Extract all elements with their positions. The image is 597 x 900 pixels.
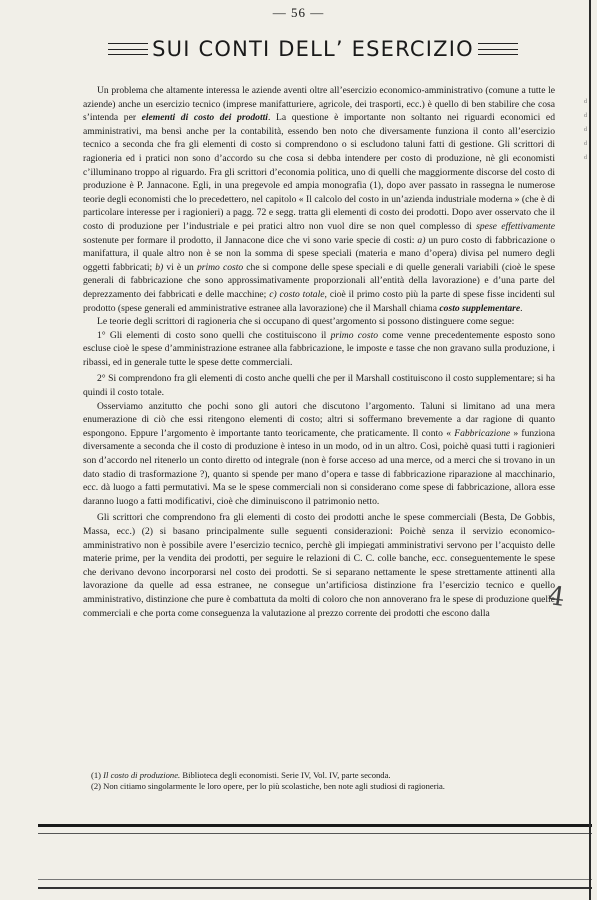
text-run: » funziona diversamente a seconda che il costo di produzione è inteso in un modo, od in un altro. Così, poichè quasi tutti i ragionieri son d’accordo nel ritenerlo un conto diretto od integrale (non è forse acceso ad una merce, od a merci che si trovano in un dato stadio di trasformazione ?), quanto si spende per mano d’opera e tasse di fabbricazione riparazione al macchinario, ecc. dà luogo a fatti permutativi. Ma se le spese commerciali non si considerano come spese di fabbricazione, allora esse daranno luogo a fatti modificativi, cioè che diminuiscono il patrimonio netto. (83, 427, 555, 507)
emphasis: b) (155, 261, 164, 273)
scan-bottom-frame (38, 824, 592, 889)
text-run: un puro costo di fabbricazione o manifattura, il quale altro non è se non la somma di spese speciali (materia e mano d’opera) divisa pel numero degli oggetti fabbricati; (83, 234, 555, 273)
text-run: Osserviamo anzitutto che pochi sono gli autori che discutono l’argomento. Taluni si limitano ad una mera enumerazione di ciò che essi ritengono elementi di costo; altri si soffermano brevemente a dar ragione di quanto espongono. Eppure l’argomento è importante tanto teoricamente, che praticamente. Il conto « (83, 400, 555, 439)
footnote-1 (83, 770, 555, 781)
emphasis: costo supplementare (439, 302, 521, 314)
margin-note: d (584, 127, 587, 133)
emphasis: elementi di costo dei prodotti (141, 112, 268, 124)
footnote-2: (2) Non citiamo singolarmente le loro opere, per lo più scolastiche, ben note agli studiosi di ragioneria. (91, 781, 445, 791)
frame-line (38, 879, 592, 880)
page-title: SUI CONTI DELL’ ESERCIZIO (152, 37, 474, 61)
text-run: Un problema che altamente interessa le aziende aventi oltre all’esercizio economico-amministrativo (comune a tutte le aziende) anche un esercizio tecnico (imprese manifatturiere, agricole, dei trasporti, ecc.) è quello di ben stabilire che cosa s’intenda per (83, 85, 555, 124)
paragraph-4: 2° Si comprendono fra gli elementi di costo anche quelli che per il Marshall costituiscono il costo supplementare; si ha quindi il costo totale. (83, 373, 555, 399)
margin-note: d (584, 155, 587, 161)
page-spine-edge (589, 0, 591, 900)
title-row (108, 36, 518, 62)
emphasis: c) (269, 288, 277, 300)
pencil-mark: 4 (545, 580, 567, 614)
title-rule-right (478, 43, 518, 55)
margin-note: d (584, 99, 587, 105)
title-rule-left (108, 43, 148, 55)
emphasis: Fabbricazione (454, 427, 511, 439)
text-run: sostenute per formare il prodotto, il Jannacone dice che vi sono varie specie di costi: (83, 234, 418, 246)
emphasis: primo costo (196, 261, 244, 273)
body-text (83, 84, 555, 620)
text-run: (1) (91, 770, 104, 780)
text-run: vi è un (163, 261, 197, 273)
margin-note: d (584, 141, 587, 147)
margin-note: d (584, 113, 587, 119)
emphasis: Il costo di produzione. (103, 770, 181, 780)
text-run: come venne precedentemente esposto sono escluse cioè le spese d’amministrazione estranee alla fabbricazione, le imposte e tasse che non gravano sulla produzione, i ribassi, ed in generale tutte le spese dette commerciali. (83, 329, 555, 368)
paragraph-5 (83, 400, 555, 509)
text-run: che si compone delle spese speciali e di quelle generali variabili (cioè le spese generali di fabbricazione che sono approssimativamente proporzionali all’entità della lavorazione) e d’una parte del deprezzamento dei fabbricati e delle macchine; (83, 261, 555, 300)
frame-line (38, 833, 592, 834)
emphasis: a) (417, 234, 426, 246)
emphasis: primo costo (330, 329, 379, 341)
text-run: , cioè il primo costo più la parte di spese fisse incidenti sul prodotto (spese generali ed amministrative estranee alla lavorazione) che il Marshall chiama (83, 288, 556, 314)
text-run: . La questione è importante non soltanto nei riguardi economici ed amministrativi, ma bensì anche per la contabilità, essendo ben noto che diversamente funziona il conto all’esercizio tecnico a seconda che fra gli elementi di costo si comprendono o si escludono taluni fatti di gestione. Gli scrittori di ragioneria ed i pratici non sono d’accordo su che cosa si debba intendere per costo di produzione, nè gli economisti c’illuminano troppo al riguardo. Fra gli scrittori d’economia politica, uno di quelli che maggiormente discorse del costo di produzione è P. Jannacone. Egli, in una pregevole ed ampia monografia (1), dopo aver passato in rassegna le numerose teorie degli economisti che lo precedettero, nel capitolo « Il calcolo del costo in un’azienda industriale moderna » (che è di particolare interesse per i ragionieri) a pagg. 72 e segg. tratta gli elementi di costo dei prodotti. Dopo aver osservato che il costo di produzione per l’industriale e pei pratici altro non vuol dire se non quel complesso di (83, 112, 555, 232)
emphasis: spese effettivamente (476, 220, 555, 232)
text-run: 1° Gli elementi di costo sono quelli che costituiscono il (97, 329, 331, 341)
emphasis: costo totale (279, 288, 325, 300)
paragraph-2: Le teorie degli scrittori di ragioneria che si occupano di quest’argomento si possono distinguere come segue: (97, 316, 515, 328)
text-run: Biblioteca degli economisti. Serie IV, Vol. IV, parte seconda. (180, 770, 391, 780)
paragraph-6: Gli scrittori che comprendono fra gli elementi di costo dei prodotti anche le spese commerciali (Besta, De Gobbis, Massa, ecc.) (2) si basano principalmente sulle seguenti considerazioni: Poichè senza il servizio economico-amministrativo non è possibile avere l’esercizio tecnico, perchè gli impiegati amministrativi servono per l’acquisto delle materie prime, per la vendita dei prodotti, per seguire le relazioni di C. C. colle banche, ecc. conseguentemente le spese che derivano devono incorporarsi nel costo dei prodotti. Se si separano nettamente le spese strettamente attinenti alla lavorazione da quelle ad essa estranee, ne consegue un’artificiosa distinzione fra l’esercizio tecnico e quello amministrativo, distinzione che pure è combattuta da molti di coloro che non annoverano fra le spese di produzione quelle commerciali e che porta come conseguenza la valutazione al prezzo corrente dei prodotti che escono dalla (83, 512, 555, 619)
footnotes (83, 770, 555, 792)
paragraph-1 (83, 84, 555, 315)
text-run: . (520, 302, 523, 314)
page-number: — 56 — (272, 5, 325, 20)
paragraph-3 (83, 329, 555, 370)
